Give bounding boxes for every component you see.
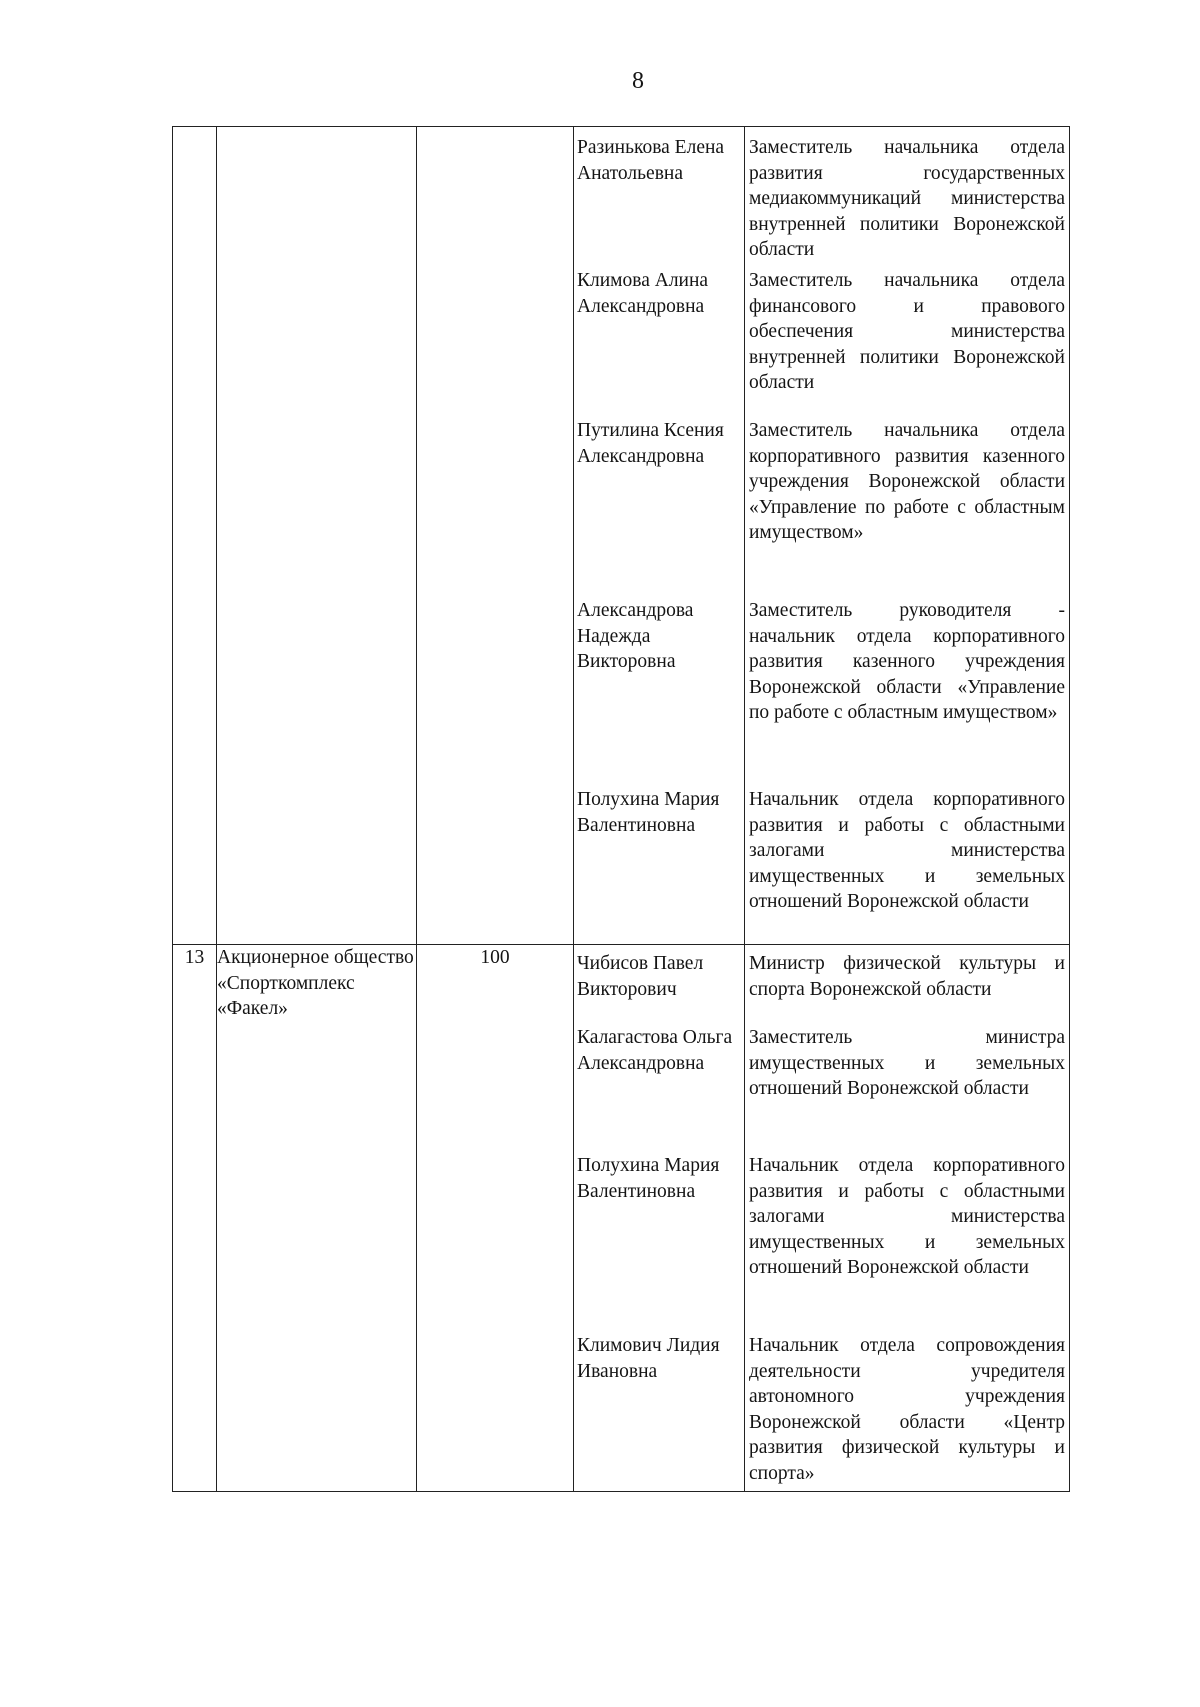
member-positions-cell — [745, 127, 1070, 945]
member-position: Министр физической культуры и спорта Воронежской области — [749, 953, 1065, 1000]
organization-cell: Акционерное общество «Спорткомплекс «Факел» — [217, 945, 417, 1492]
member-name: Климова Алина Александровна — [577, 270, 709, 317]
member-name: Калагастова Ольга Александровна — [577, 1027, 733, 1074]
member-position: Начальник отдела корпоративного развития и работы с областными залогами министерства имущественных и земельных отношений Воронежской области — [749, 1155, 1065, 1278]
member-names-cell — [574, 945, 745, 1492]
member-name: Разинькова Елена Анатольевна — [577, 137, 725, 184]
member-name: Александрова Надежда Викторовна — [577, 600, 694, 672]
member-position: Заместитель руководителя - начальник отдела корпоративного развития казенного учреждения Воронежской области «Управление по работе с областным имуществом» — [749, 600, 1065, 723]
member-position: Начальник отдела сопровождения деятельности учредителя автономного учреждения Воронежской области «Центр развития физической культуры и спорта» — [749, 1335, 1065, 1484]
organization-cell — [217, 127, 417, 945]
member-names-cell — [574, 127, 745, 945]
member-position: Начальник отдела корпоративного развития и работы с областными залогами министерства имущественных и земельных отношений Воронежской области — [749, 789, 1065, 912]
member-name: Путилина Ксения Александровна — [577, 420, 724, 467]
member-name: Климович Лидия Ивановна — [577, 1335, 720, 1382]
board-members-table — [172, 126, 1070, 1492]
member-position: Заместитель начальника отдела корпоративного развития казенного учреждения Воронежской области «Управление по работе с областным имуществом» — [749, 420, 1065, 543]
share-cell: 100 — [417, 945, 574, 1492]
member-positions-cell — [745, 945, 1070, 1492]
member-position: Заместитель начальника отдела финансового и правового обеспечения министерства внутренней политики Воронежской области — [749, 270, 1065, 393]
page-number: 8 — [632, 68, 644, 94]
member-position: Заместитель начальника отдела развития государственных медиакоммуникаций министерства внутренней политики Воронежской области — [749, 137, 1065, 260]
table-row — [173, 945, 1070, 1492]
row-number-cell: 13 — [173, 945, 217, 1492]
table-row — [173, 127, 1070, 945]
member-position: Заместитель министра имущественных и земельных отношений Воронежской области — [749, 1027, 1065, 1099]
member-name: Чибисов Павел Викторович — [577, 953, 704, 1000]
member-name: Полухина Мария Валентиновна — [577, 1155, 720, 1202]
member-name: Полухина Мария Валентиновна — [577, 789, 720, 836]
row-number-cell — [173, 127, 217, 945]
share-cell — [417, 127, 574, 945]
